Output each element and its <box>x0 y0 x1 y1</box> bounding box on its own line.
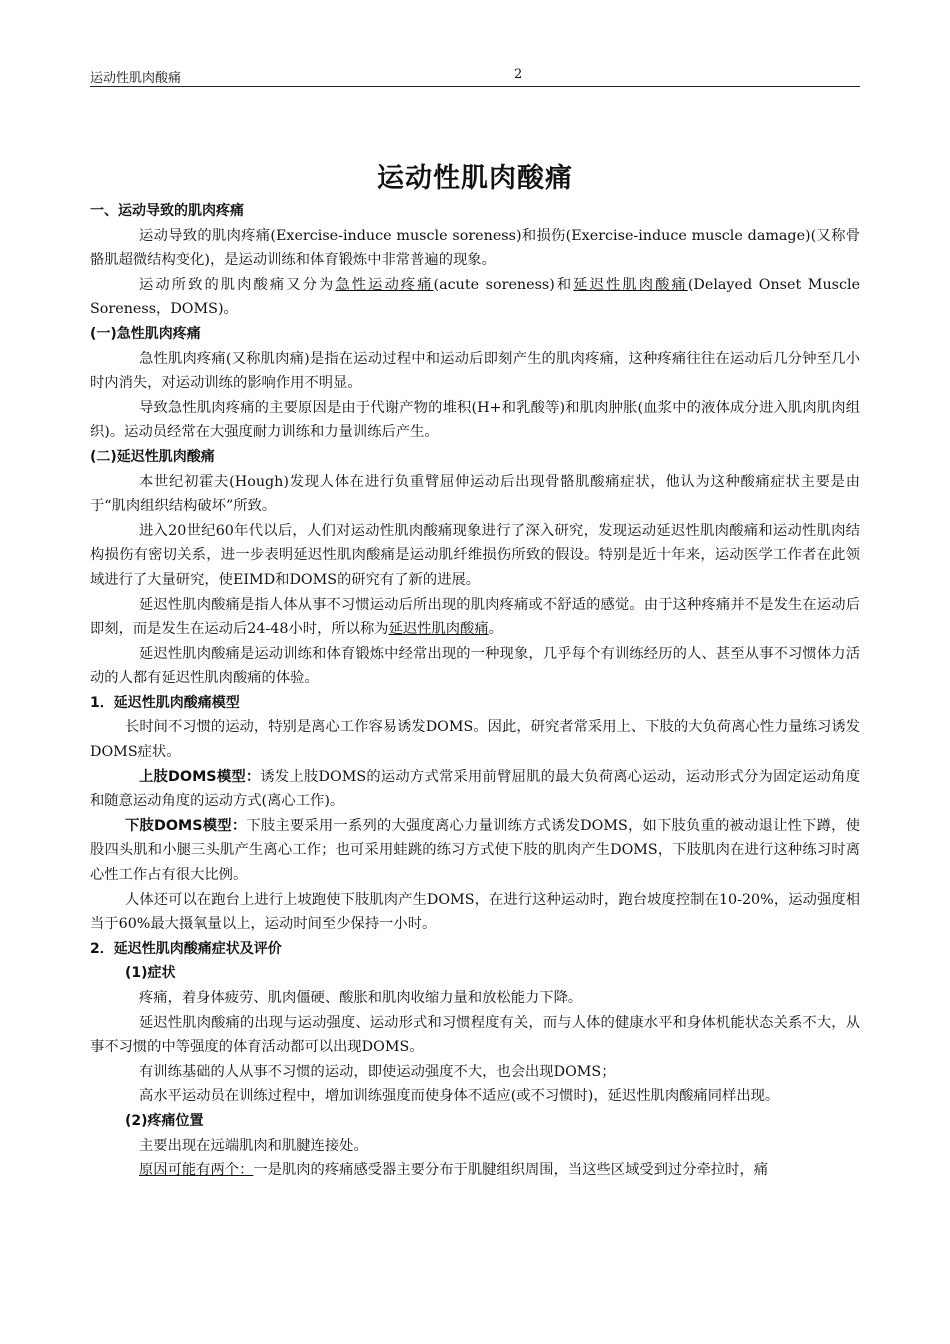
paragraph: 进入20世纪60年代以后，人们对运动性肌肉酸痛现象进行了深入研究，发现运动延迟性肌肉酸痛和运动性肌肉结构损伤有密切关系，进一步表明延迟性肌肉酸痛是运动肌纤维损伤所致的假设。特别是近十年来，运动医学工作者在此领域进行了大量研究，使EIMD和DOMS的研究有了新的进展。 <box>90 522 860 588</box>
subsection-heading: (一)急性肌肉疼痛 <box>90 325 201 342</box>
paragraph: 运动导致的肌肉疼痛(Exercise-induce muscle soreness)和损伤(Exercise-induce muscle damage)(又称骨骼肌超微结构变化)，是运动训练和体育锻炼中非常普遍的现象。 <box>90 227 860 269</box>
paragraph: 主要出现在远端肌肉和肌腱连接处。 <box>139 1137 368 1154</box>
underlined-term: 延迟性肌肉酸痛 <box>573 276 688 293</box>
paragraph: 本世纪初霍夫(Hough)发现人体在进行负重臂屈伸运动后出现骨骼肌酸痛症状，他认为这种酸痛症状主要是由于“肌肉组织结构破坏”所致。 <box>90 473 860 515</box>
subsection-heading: (二)延迟性肌肉酸痛 <box>90 448 215 465</box>
text-run: (Delayed Onset Muscle Soreness，DOMS)。 <box>90 276 861 318</box>
page-number: 2 <box>514 67 523 82</box>
section-heading: 一、运动导致的肌肉疼痛 <box>90 203 244 219</box>
underlined-term: 原因可能有两个： <box>139 1162 254 1179</box>
paragraph <box>90 765 860 814</box>
numbered-heading: 1．延迟性肌肉酸痛模型 <box>90 694 240 711</box>
bold-lead: 上肢DOMS模型： <box>139 768 261 785</box>
paragraph: 疼痛，着身体疲劳、肌肉僵硬、酸胀和肌肉收缩力量和放松能力下降。 <box>139 990 583 1006</box>
paragraph: 延迟性肌肉酸痛的出现与运动强度、运动形式和习惯程度有关，而与人体的健康水平和身体机能状态关系不大，从事不习惯的中等强度的体育活动都可以出现DOMS。 <box>90 1014 860 1056</box>
underlined-term: 延迟性肌肉酸痛 <box>388 621 489 638</box>
text-run: 下肢主要采用一系列的大强度离心力量训练方式诱发DOMS，如下肢负重的被动退让性下蹲，使股四头肌和小腿三头肌产生离心工作；也可采用蛙跳的练习方式使下肢的肌肉产生DOMS，下肢肌肉在进行这种练习时离心性工作占有很大比例。 <box>90 817 860 884</box>
paragraph <box>90 1158 860 1183</box>
underlined-term: 急性运动疼痛 <box>335 276 434 293</box>
text-run: 一是肌肉的疼痛感受器主要分布于肌腱组织周围，当这些区域受到过分牵拉时，痛 <box>253 1162 769 1179</box>
paragraph <box>90 814 860 888</box>
paragraph: 长时间不习惯的运动，特别是离心工作容易诱发DOMS。因此，研究者常采用上、下肢的大负荷离心性力量练习诱发DOMS症状。 <box>90 719 860 761</box>
text-run: 诱发上肢DOMS的运动方式常采用前臂屈肌的最大负荷离心运动，运动形式分为固定运动角度和随意运动角度的运动方式(离心工作)。 <box>90 768 860 810</box>
text-run: 运动所致的肌肉酸痛又分为 <box>139 276 336 293</box>
paragraph: 人体还可以在跑台上进行上坡跑使下肢肌肉产生DOMS，在进行这种运动时，跑台坡度控制在10-20%，运动强度相当于60%最大摄氧量以上，运动时间至少保持一小时。 <box>90 891 860 933</box>
header-title: 运动性肌肉酸痛 <box>90 71 182 86</box>
document-title: 运动性肌肉酸痛 <box>377 163 573 194</box>
text-run: (acute soreness)和 <box>433 276 574 293</box>
text-run: 延迟性肌肉酸痛是指人体从事不习惯运动后所出现的肌肉疼痛或不舒适的感觉。由于这种疼痛并不是发生在运动后即刻，而是发生在运动后24-48小时，所以称为 <box>90 596 860 638</box>
paragraph: 延迟性肌肉酸痛是运动训练和体育锻炼中经常出现的一种现象，几乎每个有训练经历的人、甚至从事不习惯体力活动的人都有延迟性肌肉酸痛的体验。 <box>90 645 860 687</box>
bold-lead: 下肢DOMS模型： <box>125 817 247 834</box>
paragraph <box>90 593 860 642</box>
paragraph: 导致急性肌肉疼痛的主要原因是由于代谢产物的堆积(H+和乳酸等)和肌肉肿胀(血浆中的液体成分进入肌肉肌肉组织)。运动员经常在大强度耐力训练和力量训练后产生。 <box>90 399 860 441</box>
paragraph: 有训练基础的人从事不习惯的运动，即使运动强度不大，也会出现DOMS； <box>139 1063 616 1080</box>
page-header <box>90 66 860 87</box>
paragraph: 急性肌肉疼痛(又称肌肉痛)是指在运动过程中和运动后即刻产生的肌肉疼痛，这种疼痛往往在运动后几分钟至几小时内消失，对运动训练的影响作用不明显。 <box>90 350 860 392</box>
document-body <box>90 199 860 1183</box>
paragraph <box>90 273 860 322</box>
sub-heading: (1)症状 <box>125 965 176 982</box>
text-run: 。 <box>488 621 503 638</box>
sub-heading: (2)疼痛位置 <box>125 1112 204 1129</box>
numbered-heading: 2．延迟性肌肉酸痛症状及评价 <box>90 940 282 957</box>
paragraph: 高水平运动员在训练过程中，增加训练强度而使身体不适应(或不习惯时)，延迟性肌肉酸痛同样出现。 <box>139 1088 780 1105</box>
